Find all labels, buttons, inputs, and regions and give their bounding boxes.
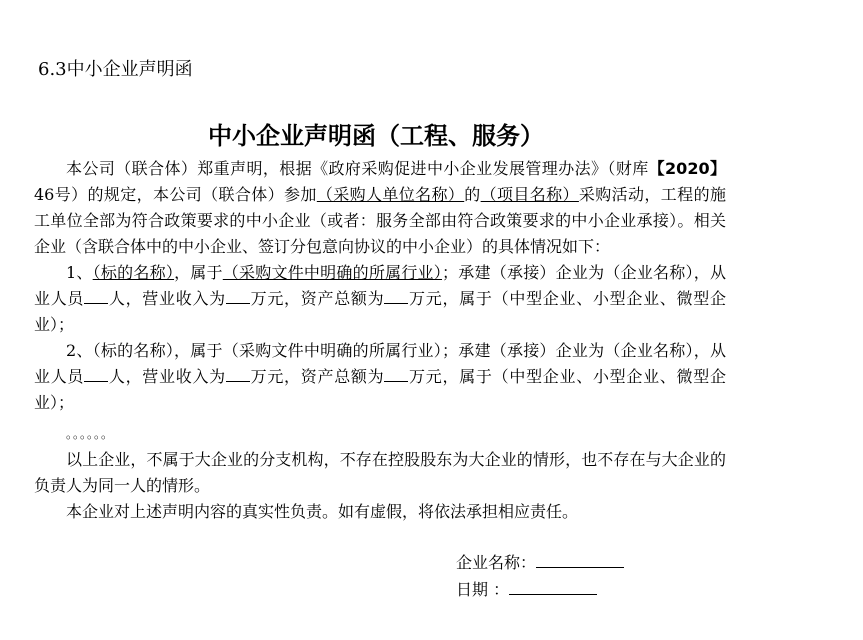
declaration-body (34, 156, 726, 525)
revenue-blank (226, 289, 250, 304)
employees-blank (84, 289, 108, 304)
purchaser-name-field: （采购人单位名称） (316, 185, 465, 204)
item-1-industry-field: （采购文件中明确的所属行业） (222, 263, 443, 282)
item-1-text-e: ；承建（承接）企业为（企业名称），从业人员 (34, 263, 726, 308)
assets-blank (384, 289, 408, 304)
item-2-text-a: 2、（标的名称），属于（采购文件中明确的所属行业）；承建（承接）企业为（企业名称），从业人员 (34, 341, 726, 386)
ellipsis-line (34, 420, 726, 447)
company-name-line (536, 551, 624, 568)
item-2-paragraph (34, 338, 726, 416)
intro-text-g: 采购活动，工程的施工单位全部为符合政策要求的中小企业（或者：服务全部由符合政策要求的中小企业承接）。相关企业（含联合体中的中小企业、签订分包意向协议的中小企业）的具体情况如下： (34, 185, 726, 256)
ellipsis: 。。。。。。 (66, 427, 115, 441)
responsibility-paragraph: 本企业对上述声明内容的真实性负责。如有虚假，将依法承担相应责任。 (66, 502, 579, 521)
section-heading: 6.3中小企业声明函 (38, 59, 193, 80)
item-1-paragraph (34, 260, 726, 338)
intro-paragraph (34, 156, 726, 260)
project-name-field: （项目名称） (480, 185, 579, 204)
affirmation-paragraph: 以上企业，不属于大企业的分支机构，不存在控股股东为大企业的情形，也不存在与大企业的负责人为同一人的情形。 (34, 450, 726, 495)
revenue-blank (226, 367, 250, 382)
item-2-text-h: 万元，属于（中型企业、小型企业、微型企业）； (34, 367, 726, 412)
item-2-text-g: 万元，资产总额为 (249, 367, 385, 386)
intro-text-e: 的 (464, 185, 481, 204)
item-1-number: 1、 (66, 263, 93, 282)
item-2-text-f: 人，营业收入为 (108, 367, 226, 386)
item-1-subject-field: （标的名称） (92, 263, 175, 282)
assets-blank (384, 367, 408, 382)
employees-blank (84, 367, 108, 382)
item-1-text-g: 万元，资产总额为 (249, 289, 385, 308)
intro-text-c: 46号）的规定，本公司（联合体）参加 (34, 185, 317, 204)
company-name-row (456, 550, 624, 576)
document-number: 【2020】 (648, 159, 726, 178)
date-line (509, 578, 597, 595)
item-1-text-f: 人，营业收入为 (108, 289, 226, 308)
item-1-text-c: ，属于 (174, 263, 223, 282)
document-title: 中小企业声明函（工程、服务） (208, 122, 544, 150)
date-label: 日期 ： (456, 580, 510, 599)
intro-text-a: 本公司（联合体）郑重声明，根据《政府采购促进中小企业发展管理办法》（财库 (66, 159, 649, 178)
item-1-text-h: 万元，属于（中型企业、小型企业、微型企业）； (34, 289, 726, 334)
date-row (456, 577, 597, 603)
company-name-label: 企业名称： (456, 553, 537, 572)
